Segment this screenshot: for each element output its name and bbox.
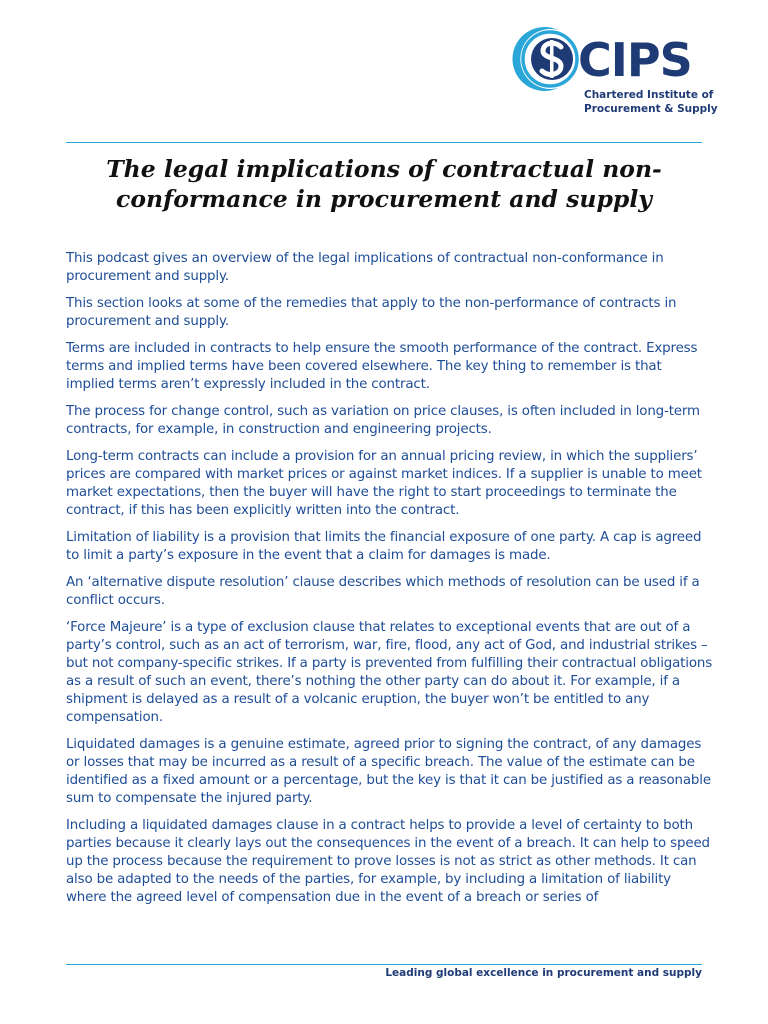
paragraph-change-control: The process for change control, such as variation on price clauses, is often included in long-term contracts, for example, in construction and engineering projects. xyxy=(66,404,700,437)
cips-subtitle-line-2: Procurement & Supply xyxy=(584,103,718,115)
paragraph-intro: This podcast gives an overview of the legal implications of contractual non-conformance in procurement and supply. xyxy=(66,251,664,284)
paragraph-liquidated-damages: Liquidated damages is a genuine estimate, agreed prior to signing the contract, of any damages or losses that may be incurred as a result of a specific breach. The value of the estimate can be identified as a fixed amount or a percentage, but the key is that it can be justified as a reasonable sum to compensate the injured party. xyxy=(66,737,711,806)
paragraph-limitation-of-liability: Limitation of liability is a provision that limits the financial exposure of one party. A cap is agreed to limit a party’s exposure in the event that a claim for damages is made. xyxy=(66,530,702,563)
footer-divider xyxy=(66,964,702,965)
cips-logo-subtitle xyxy=(584,88,718,116)
header-divider xyxy=(66,142,702,143)
paragraph-section-overview: This section looks at some of the remedies that apply to the non-performance of contracts in procurement and supply. xyxy=(66,296,677,329)
paragraph-dispute-resolution: An ‘alternative dispute resolution’ clause describes which methods of resolution can be used if a conflict occurs. xyxy=(66,575,700,608)
document-title: The legal implications of contractual non-conformance in procurement and supply xyxy=(106,155,662,213)
footer-tagline: Leading global excellence in procurement and supply xyxy=(385,967,702,979)
document-body xyxy=(66,250,714,916)
paragraph-pricing-review: Long-term contracts can include a provision for an annual pricing review, in which the suppliers’ prices are compared with market prices or against market indices. If a supplier is unable to meet market expectations, then the buyer will have the right to start proceedings to terminate the contract, if this has been explicitly written into the contract. xyxy=(66,449,702,518)
paragraph-force-majeure: ‘Force Majeure’ is a type of exclusion clause that relates to exceptional events that are out of a party’s control, such as an act of terrorism, war, fire, flood, any act of God, and industrial strikes – but not company-specific strikes. If a party is prevented from fulfilling their contractual obligations as a result of such an event, there’s nothing the other party can do about it. For example, if a shipment is delayed as a result of a volcanic eruption, the buyer won’t be entitled to any compensation. xyxy=(66,620,713,725)
cips-wordmark: CIPS xyxy=(578,33,692,87)
paragraph-liquidated-damages-clause: Including a liquidated damages clause in a contract helps to provide a level of certainty to both parties because it clearly lays out the consequences in the event of a breach. It can help to speed up the process because the requirement to prove losses is not as strict as other methods. It can also be adapted to the needs of the parties, for example, by including a limitation of liability where the agreed level of compensation due in the event of a breach or series of xyxy=(66,818,710,905)
cips-subtitle-line-1: Chartered Institute of xyxy=(584,89,714,101)
cips-emblem-icon xyxy=(512,24,582,94)
cips-logo xyxy=(512,24,718,120)
paragraph-contract-terms: Terms are included in contracts to help ensure the smooth performance of the contract. Express terms and implied terms have been covered elsewhere. The key thing to remember is that implied terms aren’t expressly included in the contract. xyxy=(66,341,698,392)
